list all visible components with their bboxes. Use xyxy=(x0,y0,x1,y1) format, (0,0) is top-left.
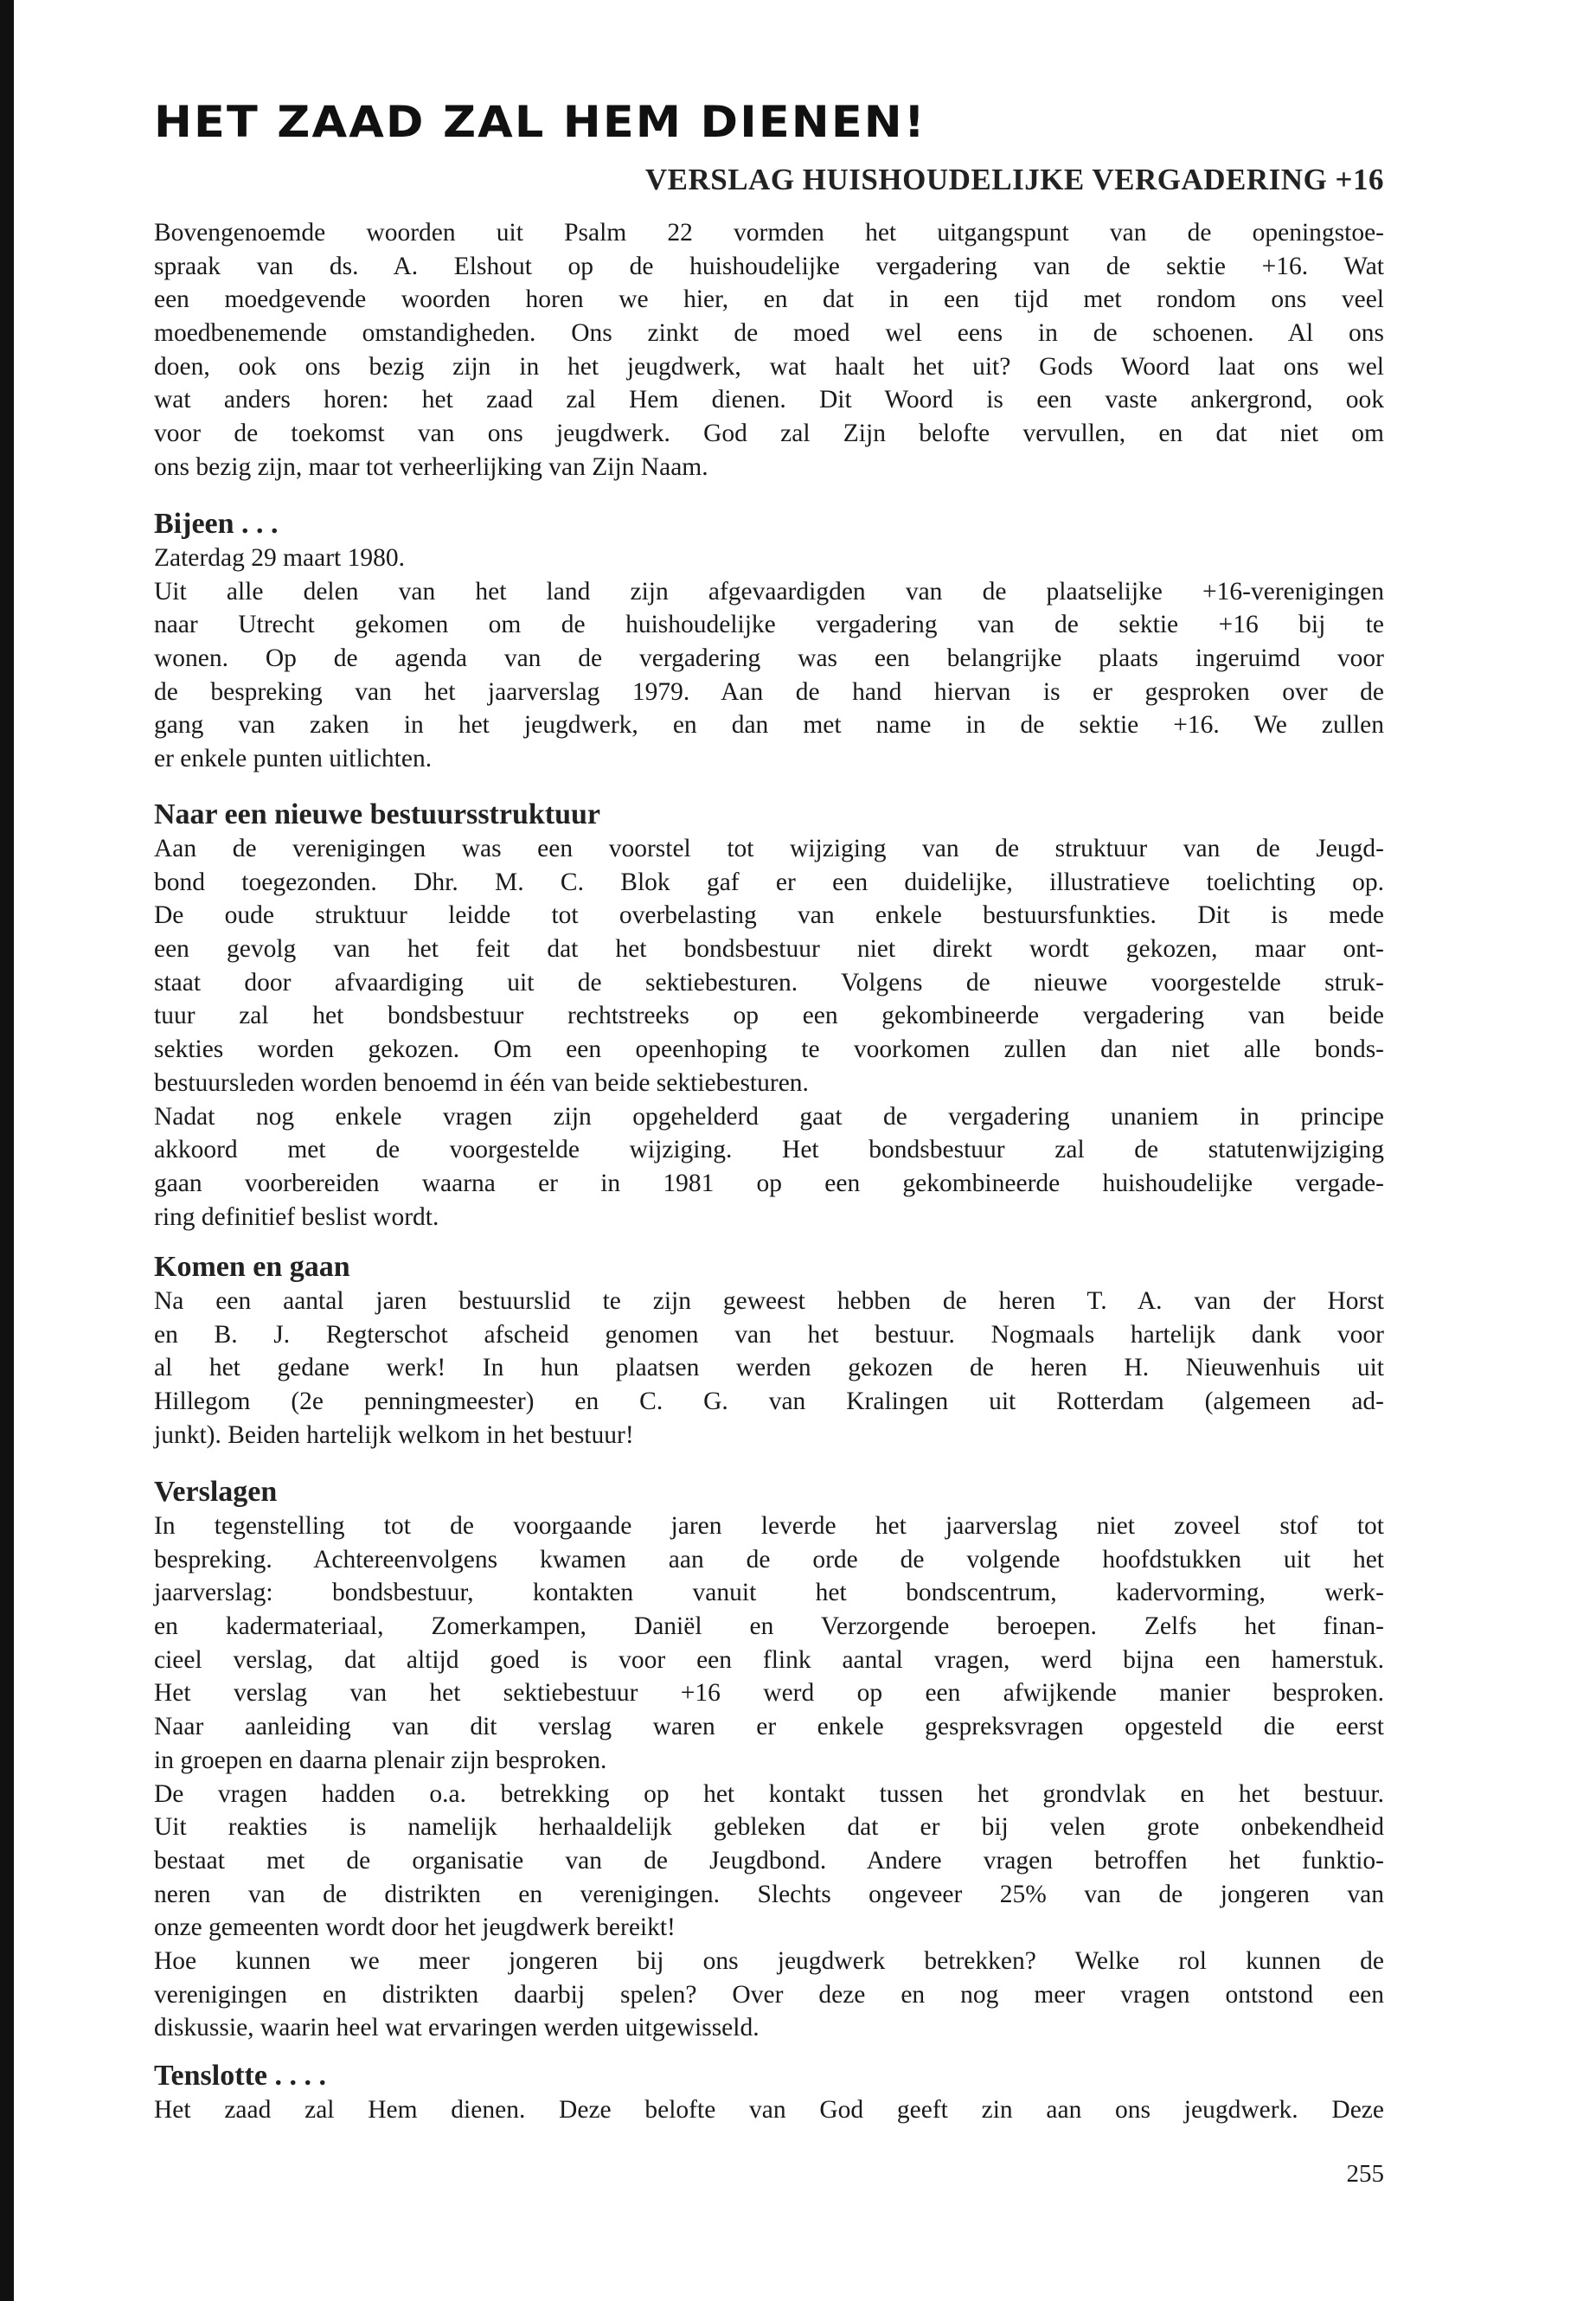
section-verslagen xyxy=(154,1475,1384,2045)
text-line: junkt). Beiden hartelijk welkom in het bestuur! xyxy=(154,1420,634,1449)
paragraph xyxy=(154,1100,1384,1234)
paragraph xyxy=(154,1778,1384,1945)
text-line: ons bezig zijn, maar tot verheerlijking van Zijn Naam. xyxy=(154,452,708,481)
text-line: diskussie, waarin heel wat ervaringen werden uitgewisseld. xyxy=(154,2014,760,2042)
text-line: cieel verslag, dat altijd goed is voor een flink aantal vragen, werd bijna een hamerstuk. xyxy=(154,1645,1384,1674)
text-line: al het gedane werk! In hun plaatsen werden gekozen de heren H. Nieuwenhuis uit xyxy=(154,1354,1384,1382)
page-number: 255 xyxy=(1346,2160,1384,2188)
paragraph xyxy=(154,1285,1384,1452)
intro-section xyxy=(154,216,1384,484)
text-line: gang van zaken in het jeugdwerk, en dan met name in de sektie +16. We zullen xyxy=(154,711,1384,740)
text-line: staat door afvaardiging uit de sektiebesturen. Volgens de nieuwe voorgestelde struk- xyxy=(154,968,1384,997)
text-line: wat anders horen: het zaad zal Hem dienen. Dit Woord is een vaste ankergrond, ook xyxy=(154,386,1384,414)
section-heading: Komen en gaan xyxy=(154,1251,350,1283)
text-line: Bovengenoemde woorden uit Psalm 22 vormden het uitgangspunt van de openingstoe- xyxy=(154,219,1384,247)
section-tenslotte xyxy=(154,2059,1384,2127)
text-line: Uit reakties is namelijk herhaaldelijk gebleken dat er bij velen grote onbekendheid xyxy=(154,1813,1384,1842)
section-struktuur xyxy=(154,798,1384,1234)
article-subtitle: VERSLAG HUISHOUDELIJKE VERGADERING +16 xyxy=(644,163,1384,196)
text-line: verenigingen en distrikten daarbij spelen? Over deze en nog meer vragen ontstond een xyxy=(154,1980,1384,2009)
text-line: naar Utrecht gekomen om de huishoudelijke vergadering van de sektie +16 bij te xyxy=(154,611,1384,639)
text-line: Nadat nog enkele vragen zijn opgehelderd gaat de vergadering unaniem in principe xyxy=(154,1102,1384,1131)
text-line: Het verslag van het sektiebestuur +16 werd op een afwijkende manier besproken. xyxy=(154,1679,1384,1708)
text-line: neren van de distrikten en verenigingen. Slechts ongeveer 25% van de jongeren van xyxy=(154,1880,1384,1908)
text-line: bond toegezonden. Dhr. M. C. Blok gaf er een duidelijke, illustratieve toelichting op. xyxy=(154,868,1384,896)
text-line: akkoord met de voorgestelde wijziging. Het bondsbestuur zal de statutenwijziging xyxy=(154,1136,1384,1164)
text-line: Na een aantal jaren bestuurslid te zijn geweest hebben de heren T. A. van der Horst xyxy=(154,1287,1384,1315)
section-heading: Tenslotte . . . . xyxy=(154,2060,326,2092)
paragraph xyxy=(154,1945,1384,2045)
text-line: moedbenemende omstandigheden. Ons zinkt de moed wel eens in de schoenen. Al ons xyxy=(154,319,1384,348)
text-line: ring definitief beslist wordt. xyxy=(154,1202,439,1231)
section-komen-en-gaan xyxy=(154,1250,1384,1452)
text-line: sekties worden gekozen. Om een opeenhoping te voorkomen zullen dan niet alle bonds- xyxy=(154,1035,1384,1064)
article-title: HET ZAAD ZAL HEM DIENEN! xyxy=(154,97,926,147)
section-heading: Bijeen . . . xyxy=(154,508,279,540)
text-line: de bespreking van het jaarverslag 1979. Aan de hand hiervan is er gesproken over de xyxy=(154,677,1384,706)
paragraph xyxy=(154,216,1384,484)
text-line: Het zaad zal Hem dienen. Deze belofte van God geeft zin aan ons jeugdwerk. Deze xyxy=(154,2096,1384,2124)
text-line: doen, ook ons bezig zijn in het jeugdwerk, wat haalt het uit? Gods Woord laat ons wel xyxy=(154,352,1384,381)
text-line: De oude struktuur leidde tot overbelasting van enkele bestuursfunkties. Dit is mede xyxy=(154,901,1384,930)
text-line: onze gemeenten wordt door het jeugdwerk bereikt! xyxy=(154,1913,676,1942)
paragraph xyxy=(154,575,1384,776)
text-line: een moedgevende woorden horen we hier, en dat in een tijd met rondom ons veel xyxy=(154,285,1384,314)
text-line: voor de toekomst van ons jeugdwerk. God zal Zijn belofte vervullen, en dat niet om xyxy=(154,420,1384,448)
text-line: gaan voorbereiden waarna er in 1981 op een gekombineerde huishoudelijke vergade- xyxy=(154,1169,1384,1197)
date-line: Zaterdag 29 maart 1980. xyxy=(154,544,405,572)
section-heading: Naar een nieuwe bestuursstruktuur xyxy=(154,798,601,830)
text-line: In tegenstelling tot de voorgaande jaren leverde het jaarverslag niet zoveel stof tot xyxy=(154,1512,1384,1540)
scan-edge-bar xyxy=(0,0,14,2301)
text-line: Naar aanleiding van dit verslag waren er enkele gespreksvragen opgesteld die eerst xyxy=(154,1713,1384,1741)
text-line: spraak van ds. A. Elshout op de huishoudelijke vergadering van de sektie +16. Wat xyxy=(154,252,1384,280)
text-line: en kadermateriaal, Zomerkampen, Daniël en Verzorgende beroepen. Zelfs het finan- xyxy=(154,1612,1384,1641)
paragraph xyxy=(154,832,1384,1100)
section-heading: Verslagen xyxy=(154,1476,278,1508)
section-bijeen xyxy=(154,507,1384,776)
text-line: bestaat met de organisatie van de Jeugdbond. Andere vragen betroffen het funktio- xyxy=(154,1846,1384,1875)
text-line: Hoe kunnen we meer jongeren bij ons jeugdwerk betrekken? Welke rol kunnen de xyxy=(154,1946,1384,1975)
text-line: bestuursleden worden benoemd in één van beide sektiebesturen. xyxy=(154,1068,809,1097)
text-line: Hillegom (2e penningmeester) en C. G. van Kralingen uit Rotterdam (algemeen ad- xyxy=(154,1388,1384,1416)
text-line: bespreking. Achtereenvolgens kwamen aan de orde de volgende hoofdstukken uit het xyxy=(154,1545,1384,1574)
text-line: er enkele punten uitlichten. xyxy=(154,745,433,773)
text-line: De vragen hadden o.a. betrekking op het kontakt tussen het grondvlak en het bestuur. xyxy=(154,1779,1384,1808)
text-line: in groepen en daarna plenair zijn besproken. xyxy=(154,1746,607,1774)
paragraph xyxy=(154,2093,1384,2127)
text-line: jaarverslag: bondsbestuur, kontakten vanuit het bondscentrum, kadervorming, werk- xyxy=(154,1579,1384,1607)
text-line: Uit alle delen van het land zijn afgevaardigden van de plaatselijke +16-verenigingen xyxy=(154,577,1384,606)
text-line: een gevolg van het feit dat het bondsbestuur niet direkt wordt gekozen, maar ont- xyxy=(154,935,1384,964)
text-line: wonen. Op de agenda van de vergadering was een belangrijke plaats ingeruimd voor xyxy=(154,644,1384,673)
paragraph xyxy=(154,1509,1384,1778)
text-line: Aan de verenigingen was een voorstel tot wijziging van de struktuur van de Jeugd- xyxy=(154,835,1384,862)
text-line: en B. J. Regterschot afscheid genomen van het bestuur. Nogmaals hartelijk dank voor xyxy=(154,1320,1384,1349)
text-line: tuur zal het bondsbestuur rechtstreeks op een gekombineerde vergadering van beide xyxy=(154,1002,1384,1030)
